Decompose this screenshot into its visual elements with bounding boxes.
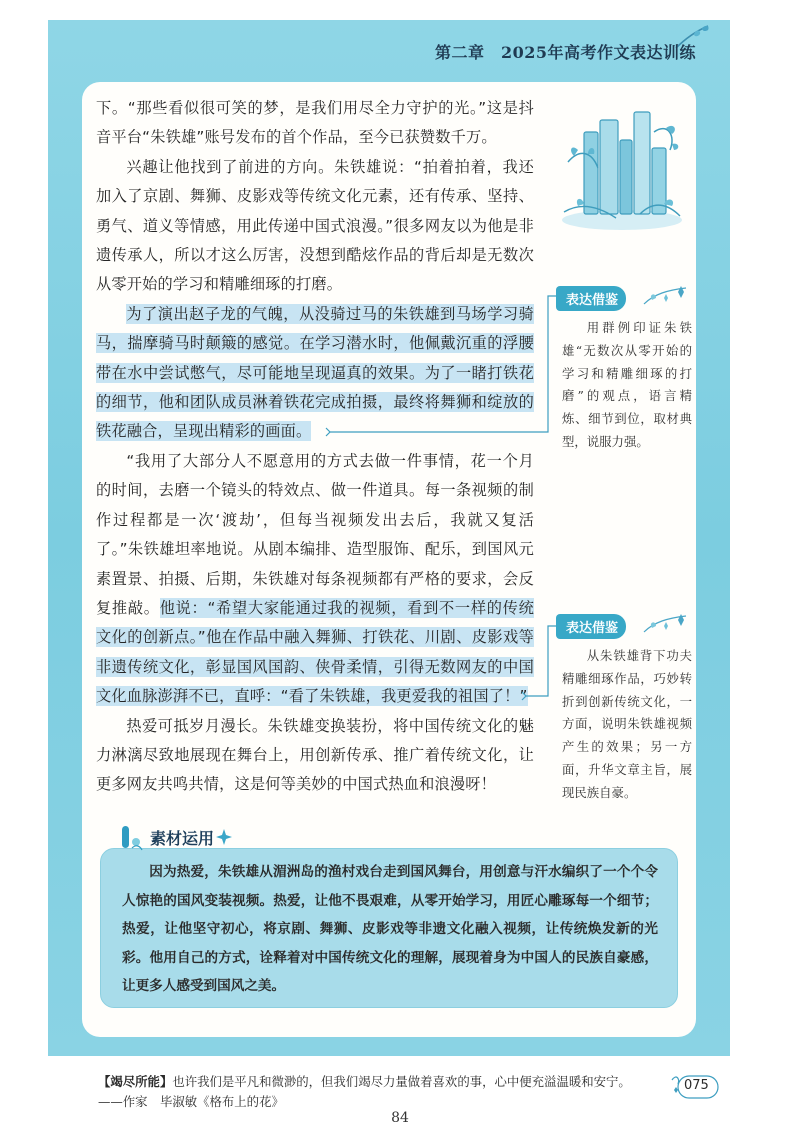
- quote-head: 【竭尽所能】: [98, 1074, 173, 1089]
- note-text: 从朱铁雄背下功夫精雕细琢作品，巧妙转折到创新传统文化，一方面，说明朱铁雄视频产生的效果；另一方面，升华文章主旨，展现民族自豪。: [562, 648, 692, 800]
- article-paragraph: 热爱可抵岁月漫长。朱铁雄变换装扮，将中国传统文化的魅力淋漓尽致地展现在舞台上，用创新传承、推广着传统文化，让更多网友共鸣共情，这是何等美妙的中国式热血和浪漫呀！: [96, 716, 534, 794]
- quote-block: [98, 1072, 658, 1112]
- highlighted-text: 为了演出赵子龙的气魄，从没骑过马的朱铁雄到马场学习骑马，揣摩骑马时颠簸的感觉。在学习潜水时，他佩戴沉重的浮腰带在水中尝试憋气，尽可能地呈现逼真的效果。为了一睹打铁花的细节，他和团队成员淋着铁花完成拍摄，最终将舞狮和绽放的铁花融合，呈现出精彩的画面。: [96, 304, 534, 441]
- quote-text: 也许我们是平凡和微渺的，但我们竭尽力量做着喜欢的事，心中便充溢温暖和安宁。: [172, 1074, 631, 1089]
- section-title-label: 素材运用: [150, 828, 215, 848]
- material-text: 因为热爱，朱铁雄从湄洲岛的渔村戏台走到国风舞台，用创意与汗水编织了一个个令人惊艳的国风变装视频。热爱，让他不畏艰难，从零开始学习，用匠心雕琢每一个细节；热爱，让他坚守初心，将京剧、舞狮、皮影戏等非遗文化融入视频，让传统焕发新的光彩。他用自己的方式，诠释着对中国传统文化的理解，展现着身为中国人的民族自豪感，让更多人感受到国风之美。: [122, 864, 658, 995]
- article-paragraph-highlighted: [96, 300, 534, 447]
- sparkle-icon: [214, 827, 234, 847]
- quote-attribution: ——作家 毕淑敏《格布上的花》: [98, 1094, 284, 1109]
- note-tag: 表达借鉴: [556, 614, 626, 639]
- article-text: “我用了大部分人不愿意用的方式去做一件事情，花一个月的时间，去磨一个镜头的特效点、做一件道具。每一条视频的制作过程都是一次‘渡劫’，但每当视频发出去后，我就又复活了。”朱铁雄坦率地说。从剧本编排、造型服饰、配乐，到国风元素置景、拍摄、后期，朱铁雄对每条视频都有严格的要求，会反复推敲。: [96, 451, 534, 617]
- highlighted-text: 他说：“希望大家能通过我的视频，看到不一样的传统文化的创新点。”他在作品中融入舞狮、打铁花、川剧、皮影戏等非遗传统文化，彰显国风国韵、侠骨柔情，引得无数网友的中国文化血脉澎湃不已，直呼：“看了朱铁雄，我更爱我的祖国了！”: [96, 598, 534, 706]
- article-paragraph: [96, 447, 534, 712]
- expression-note-1: [556, 286, 692, 454]
- section-marker-icon: [118, 822, 144, 852]
- sparkle-icon: [634, 608, 694, 638]
- chapter-header: 第二章 2025年高考作文表达训练: [434, 43, 696, 62]
- quote-line: [98, 1072, 658, 1092]
- note-tag: 表达借鉴: [556, 286, 626, 311]
- article-body: [96, 94, 534, 800]
- note-text: 用群例印证朱铁雄“无数次从零开始的学习和精雕细琢的打磨”的观点，语言精炼、细节到位，取材典型，说服力强。: [562, 320, 692, 449]
- expression-note-2: [556, 614, 692, 805]
- book-plant-illustration-icon: [544, 92, 692, 242]
- page-number: 84: [391, 1110, 409, 1126]
- page-badge-number: 075: [684, 1078, 709, 1093]
- material-section-title: [118, 822, 234, 852]
- sparkle-icon: [634, 280, 694, 310]
- article-paragraph: 兴趣让他找到了前进的方向。朱铁雄说：“拍着拍着，我还加入了京剧、舞狮、皮影戏等传统文化元素，还有传承、坚持、勇气、道义等情感，用此传递中国式浪漫。”很多网友以为他是非遗传承人，所以才这么厉害，没想到酷炫作品的背后却是无数次从零开始的学习和精雕细琢的打磨。: [96, 157, 534, 294]
- article-paragraph: 下。“那些看似很可笑的梦，是我们用尽全力守护的光。”这是抖音平台“朱铁雄”账号发布的首个作品，至今已获赞数千万。: [96, 99, 534, 147]
